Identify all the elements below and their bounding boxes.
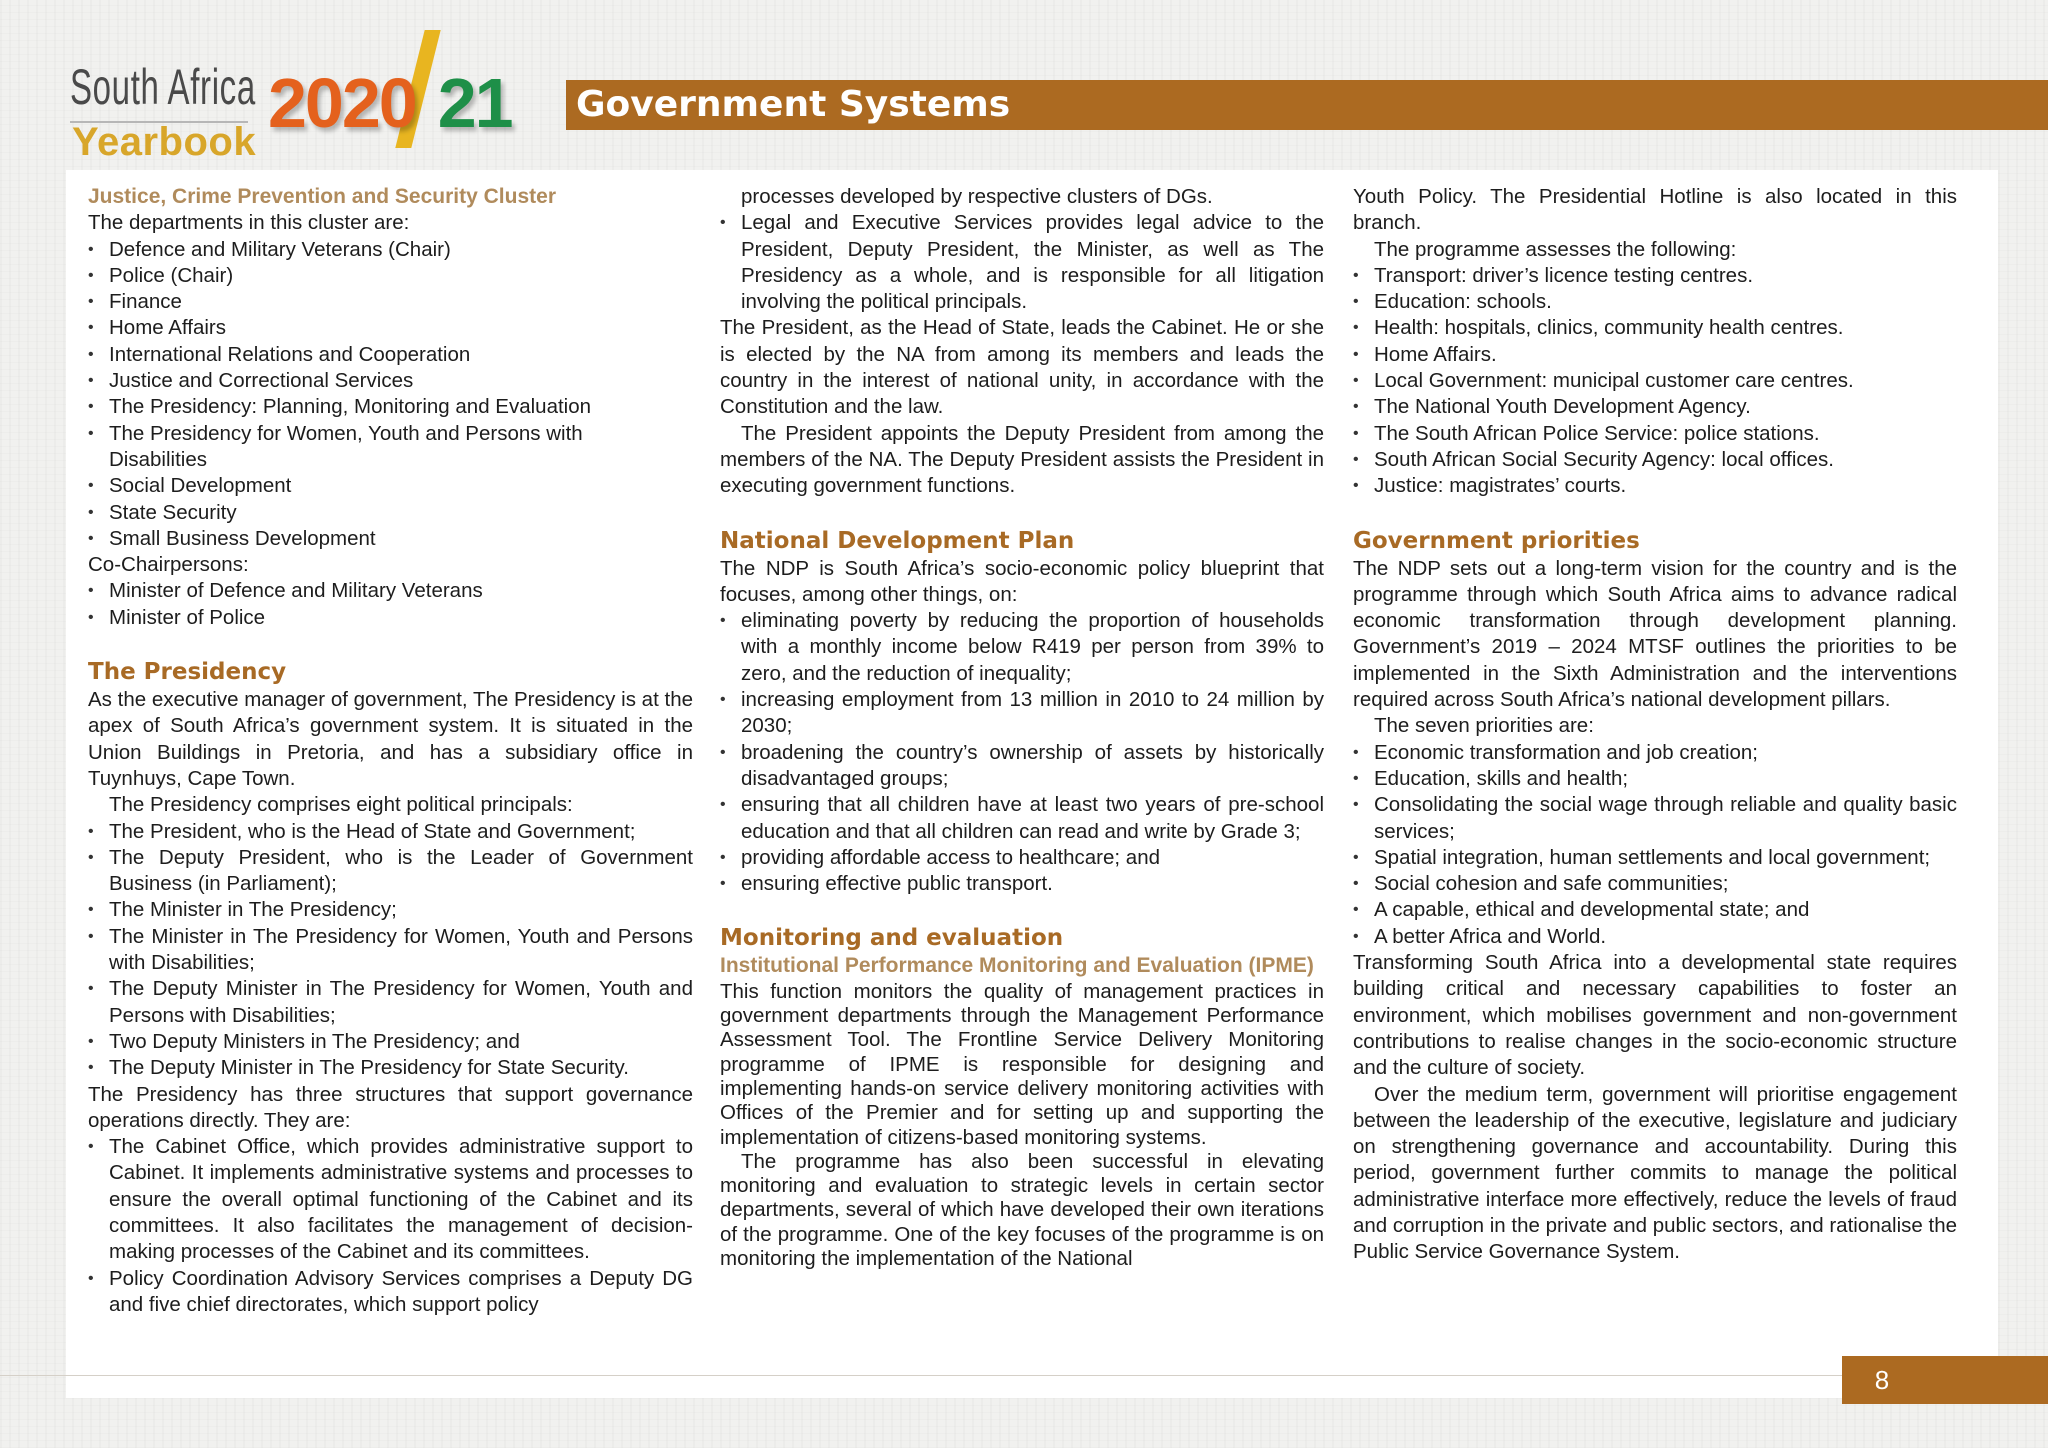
list-item: • Transport: driver’s licence testing centres. <box>1353 263 1957 289</box>
list-item: • ensuring that all children have at least two years of pre-school education and that all children can read and write by Grade 3; <box>720 792 1324 845</box>
priorities-list <box>1353 740 1957 950</box>
priorities-heading: Government priorities <box>1353 527 1640 554</box>
cochairs-list <box>88 578 693 631</box>
list-item: • The Minister in The Presidency for Women, Youth and Persons with Disabilities; <box>88 924 693 977</box>
list-item: • The Deputy Minister in The Presidency for Women, Youth and Persons with Disabilities; <box>88 976 693 1029</box>
presidency-heading: The Presidency <box>88 659 287 686</box>
list-item: • Policy Coordination Advisory Services comprises a Deputy DG and five chief directorates, which support policy <box>88 1266 693 1319</box>
list-item: • Consolidating the social wage through reliable and quality basic services; <box>1353 792 1957 845</box>
list-item: • Social Development <box>88 473 693 499</box>
column-3 <box>1353 184 1957 1266</box>
column-2 <box>720 184 1324 1271</box>
presidency-paragraph: As the executive manager of government, The Presidency is at the apex of South Africa’s government system. It is situated in the Union Buildings in Pretoria, and has a subsidiary office in Tuynhuys, Cape Town. <box>88 688 693 790</box>
list-item: • Local Government: municipal customer care centres. <box>1353 368 1957 394</box>
list-item: • International Relations and Cooperation <box>88 342 693 368</box>
list-item: • Finance <box>88 289 693 315</box>
list-item: • Education, skills and health; <box>1353 766 1957 792</box>
list-item: • The Minister in The Presidency; <box>88 897 693 923</box>
logo-year-second: 21 <box>437 64 512 142</box>
list-item: • Spatial integration, human settlements and local government; <box>1353 845 1957 871</box>
list-item: • The Deputy President, who is the Leader of Government Business (in Parliament); <box>88 845 693 898</box>
priorities-paragraph: The NDP sets out a long-term vision for the country and is the programme through which South Africa aims to advance radical economic transformation through development planning. Government’s 2019 – 2024 MTSF outlines the priorities to be implemented in the Sixth Administration and the interventions required across South Africa’s national development pillars. <box>1353 556 1957 712</box>
jcps-intro: The departments in this cluster are: <box>88 211 410 235</box>
logo-subtitle: Yearbook <box>72 120 257 164</box>
ipme-heading: Institutional Performance Monitoring and Evaluation (IPME) <box>720 954 1314 978</box>
cochairs-label: Co-Chairpersons: <box>88 553 249 577</box>
list-item: • Defence and Military Veterans (Chair) <box>88 237 693 263</box>
list-item: • State Security <box>88 500 693 526</box>
legal-list <box>720 210 1324 315</box>
president-paragraph: The President, as the Head of State, leads the Cabinet. He or she is elected by the NA from among its members and leads the country in the interest of national unity, in accordance with the Constitution and the law. <box>720 316 1324 419</box>
presidency-principals-intro: The Presidency comprises eight political principals: <box>109 793 573 817</box>
list-item: • South African Social Security Agency: local offices. <box>1353 447 1957 473</box>
list-item: • A better Africa and World. <box>1353 924 1957 950</box>
ndp-intro: The NDP is South Africa’s socio-economic policy blueprint that focuses, among other things, on: <box>720 556 1324 606</box>
principals-list <box>88 819 693 1082</box>
ipme-programme-paragraph: The programme has also been successful in elevating monitoring and evaluation to strategic levels in certain sector departments, several of which have developed their own iterations of the programme. One of the key focuses of the programme is on monitoring the implementation of the National <box>720 1149 1324 1270</box>
list-item: • Justice and Correctional Services <box>88 368 693 394</box>
list-item: • The Cabinet Office, which provides administrative support to Cabinet. It implements administrative systems and processes to ensure the overall optimal functioning of the Cabinet and its committees. It also facilitates the management of decision-making processes of the Cabinet and its committees. <box>88 1134 693 1265</box>
list-item: • The President, who is the Head of State and Government; <box>88 819 693 845</box>
list-item: • Home Affairs. <box>1353 342 1957 368</box>
list-item: • The South African Police Service: police stations. <box>1353 421 1957 447</box>
assess-list <box>1353 263 1957 500</box>
list-item: • Economic transformation and job creation; <box>1353 740 1957 766</box>
list-item: • The Deputy Minister in The Presidency for State Security. <box>88 1055 693 1081</box>
transform-paragraph: Transforming South Africa into a developmental state requires building critical and necessary capabilities to foster an environment, which mobilises government and non-government contributions to realise changes in the socio-economic structure and the culture of society. <box>1353 951 1957 1080</box>
ipme-paragraph: This function monitors the quality of management practices in government departments through the Management Performance Assessment Tool. The Frontline Service Delivery Monitoring programme of IPME is responsible for designing and implementing hands-on service delivery monitoring activities with Offices of the Premier and for setting up and supporting the implementation of citizens-based monitoring systems. <box>720 979 1324 1149</box>
priorities-intro: The seven priorities are: <box>1374 714 1594 738</box>
page-title: Government Systems <box>576 84 1011 125</box>
list-item: • Police (Chair) <box>88 263 693 289</box>
logo-year <box>268 64 512 142</box>
list-item: • providing affordable access to healthcare; and <box>720 845 1324 871</box>
column-1 <box>88 184 693 1318</box>
list-item: • Justice: magistrates’ courts. <box>1353 473 1957 499</box>
assess-intro: The programme assesses the following: <box>1374 237 1737 261</box>
yearbook-logo <box>70 28 550 164</box>
ndp-heading: National Development Plan <box>720 527 1075 554</box>
list-item: • ensuring effective public transport. <box>720 871 1324 897</box>
list-item: • The National Youth Development Agency. <box>1353 394 1957 420</box>
ndp-list <box>720 608 1324 897</box>
footer-divider <box>0 1375 1842 1376</box>
list-item: • A capable, ethical and developmental state; and <box>1353 897 1957 923</box>
structures-list <box>88 1134 693 1318</box>
deputy-president-paragraph: The President appoints the Deputy President from among the members of the NA. The Deputy President assists the President in executing government functions. <box>720 421 1324 498</box>
list-item: • Small Business Development <box>88 526 693 552</box>
list-item: • Two Deputy Ministers in The Presidency; and <box>88 1029 693 1055</box>
continued-line: processes developed by respective clusters of DGs. <box>741 185 1213 208</box>
list-item: • Minister of Police <box>88 605 693 631</box>
list-item: • Health: hospitals, clinics, community health centres. <box>1353 315 1957 341</box>
jcps-list <box>88 237 693 553</box>
jcps-heading: Justice, Crime Prevention and Security Cluster <box>88 185 556 208</box>
list-item: • Home Affairs <box>88 315 693 341</box>
structures-paragraph: The Presidency has three structures that support governance operations directly. They are: <box>88 1082 693 1132</box>
list-item: • The Presidency: Planning, Monitoring and Evaluation <box>88 394 693 420</box>
list-item: • The Presidency for Women, Youth and Persons with Disabilities <box>88 421 693 474</box>
list-item: • Education: schools. <box>1353 289 1957 315</box>
logo-year-first: 2020 <box>268 64 416 142</box>
page-number: 8 <box>1874 1365 1890 1395</box>
list-item: • Minister of Defence and Military Veterans <box>88 578 693 604</box>
list-item: • eliminating poverty by reducing the proportion of households with a monthly income below R419 per person from 39% to zero, and the reduction of inequality; <box>720 608 1324 687</box>
list-item: • Legal and Executive Services provides legal advice to the President, Deputy President, the Minister, as well as The Presidency as a whole, and is responsible for all litigation involving the political principals. <box>720 210 1324 315</box>
logo-title: South Africa <box>70 59 256 115</box>
list-item: • increasing employment from 13 million in 2010 to 24 million by 2030; <box>720 687 1324 740</box>
continued-paragraph: Youth Policy. The Presidential Hotline is also located in this branch. <box>1353 185 1957 235</box>
list-item: • Social cohesion and safe communities; <box>1353 871 1957 897</box>
monitoring-heading: Monitoring and evaluation <box>720 925 1064 952</box>
medium-term-paragraph: Over the medium term, government will prioritise engagement between the leadership of the executive, legislature and judiciary on strengthening governance and accountability. During this period, government further commits to manage the political administrative interface more effectively, reduce the levels of fraud and corruption in the private and public sectors, and rationalise the Public Service Governance System. <box>1353 1082 1957 1264</box>
list-item: • broadening the country’s ownership of assets by historically disadvantaged groups; <box>720 740 1324 793</box>
